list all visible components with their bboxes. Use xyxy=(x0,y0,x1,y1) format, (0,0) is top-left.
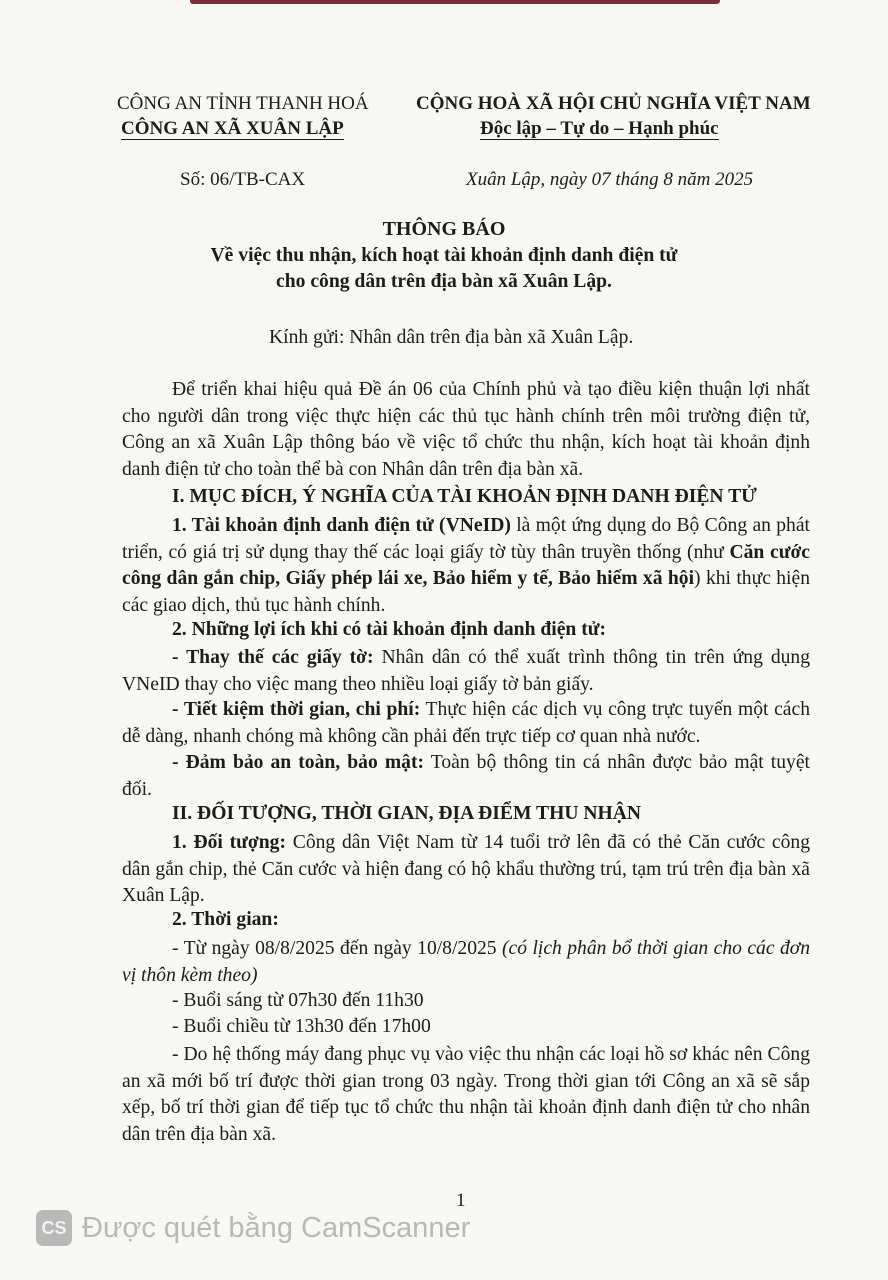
intro-paragraph: Để triển khai hiệu quả Đề án 06 của Chính phủ và tạo điều kiện thuận lợi nhất cho người dân trong việc thực hiện các thủ tục hành chính trên môi trường điện tử, Công an xã Xuân Lập thông báo về việc tổ chức thu nhận, kích hoạt tài khoản định danh điện tử cho toàn thể bà con Nhân dân trên địa bàn xã. xyxy=(122,379,810,480)
subjects-text: Công dân Việt Nam từ 14 tuổi trở lên đã có thẻ Căn cước công dân gắn chip, thẻ Căn cước và hiện đang có hộ khẩu thường trú, tạm trú trên địa bàn xã Xuân Lập. xyxy=(122,832,811,906)
notice-title: THÔNG BÁO xyxy=(382,218,506,240)
benefit-2-label: - Tiết kiệm thời gian, chi phí: xyxy=(172,699,421,720)
national-motto-text: Độc lập – Tự do – Hạnh phúc xyxy=(480,118,719,139)
time-heading: 2. Thời gian: xyxy=(172,909,279,930)
benefit-2 xyxy=(122,697,810,750)
camscanner-text: Được quét bằng CamScanner xyxy=(82,1211,471,1244)
benefit-1-label: - Thay thế các giấy tờ: xyxy=(172,647,374,668)
page-number: 1 xyxy=(456,1190,466,1211)
vneid-term: 1. Tài khoản định danh điện tử (VNeID) xyxy=(172,515,511,536)
subjects-label: 1. Đối tượng: xyxy=(172,832,286,853)
benefits-heading: 2. Những lợi ích khi có tài khoản định danh điện tử: xyxy=(172,619,606,640)
document-number: Số: 06/TB-CAX xyxy=(180,169,306,190)
national-title: CỘNG HOÀ XÃ HỘI CHỦ NGHĨA VIỆT NAM xyxy=(416,93,811,114)
schedule-note: - Do hệ thống máy đang phục vụ vào việc thu nhận các loại hồ sơ khác nên Công an xã mới bố trí được thời gian trong 03 ngày. Trong thời gian tới Công an xã sẽ sắp xếp, bố trí thời gian để tiếp tục tổ chức thu nhận tài khoản định danh điện tử cho nhân dân trên địa bàn xã. xyxy=(122,1044,810,1145)
morning-hours: - Buổi sáng từ 07h30 đến 11h30 xyxy=(172,990,424,1011)
camscanner-watermark xyxy=(36,1210,470,1246)
notice-subtitle-1: Về việc thu nhận, kích hoạt tài khoản định danh điện tử xyxy=(210,245,678,266)
agency-name-text: CÔNG AN XÃ XUÂN LẬP xyxy=(121,118,344,139)
section-1-item-1 xyxy=(122,513,810,619)
benefit-1-text: Nhân dân có thể xuất trình thông tin trên ứng dụng VNeID thay cho việc mang theo nhiều loại giấy tờ bản giấy. xyxy=(122,647,811,695)
agency-name xyxy=(121,118,344,140)
camscanner-logo: CS xyxy=(36,1210,72,1246)
section-1-heading: I. MỤC ĐÍCH, Ý NGHĨA CỦA TÀI KHOẢN ĐỊNH DANH ĐIỆN TỬ xyxy=(172,486,757,507)
agency-parent: CÔNG AN TỈNH THANH HOÁ xyxy=(117,93,369,114)
benefit-3-text: Toàn bộ thông tin cá nhân được bảo mật tuyệt đối. xyxy=(122,752,810,800)
top-edge-binding xyxy=(190,0,720,4)
replaced-documents: Căn cước công dân gắn chip, Giấy phép lái xe, Bảo hiểm y tế, Bảo hiểm xã hội xyxy=(122,541,811,589)
national-motto xyxy=(480,118,719,140)
benefit-2-text: Thực hiện các dịch vụ công trực tuyến một cách dễ dàng, nhanh chóng mà không cần phải đến trực tiếp cơ quan nhà nước. xyxy=(122,699,810,747)
time-range-text: - Từ ngày 08/8/2025 đến ngày 10/8/2025 xyxy=(172,938,503,959)
time-range xyxy=(122,936,810,989)
vneid-desc: là một ứng dụng do Bộ Công an phát triển, có giá trị sử dụng thay thế các loại giấy tờ tùy thân truyền thống (như xyxy=(122,515,810,563)
place-date: Xuân Lập, ngày 07 tháng 8 năm 2025 xyxy=(466,169,754,190)
benefit-3 xyxy=(122,750,810,803)
benefit-1 xyxy=(122,645,810,698)
section-2-subjects xyxy=(122,830,810,910)
section-2-heading: II. ĐỐI TƯỢNG, THỜI GIAN, ĐỊA ĐIỂM THU NHẬN xyxy=(172,803,642,824)
vneid-desc-end: ) khi thực hiện các giao dịch, thủ tục hành chính. xyxy=(122,568,810,616)
recipient: Kính gửi: Nhân dân trên địa bàn xã Xuân Lập. xyxy=(269,327,634,348)
time-range-note: (có lịch phân bổ thời gian cho các đơn vị thôn kèm theo) xyxy=(122,938,810,986)
notice-subtitle-2: cho công dân trên địa bàn xã Xuân Lập. xyxy=(276,271,612,292)
afternoon-hours: - Buổi chiều từ 13h30 đến 17h00 xyxy=(172,1016,431,1037)
benefit-3-label: - Đảm bảo an toàn, bảo mật: xyxy=(172,752,424,773)
